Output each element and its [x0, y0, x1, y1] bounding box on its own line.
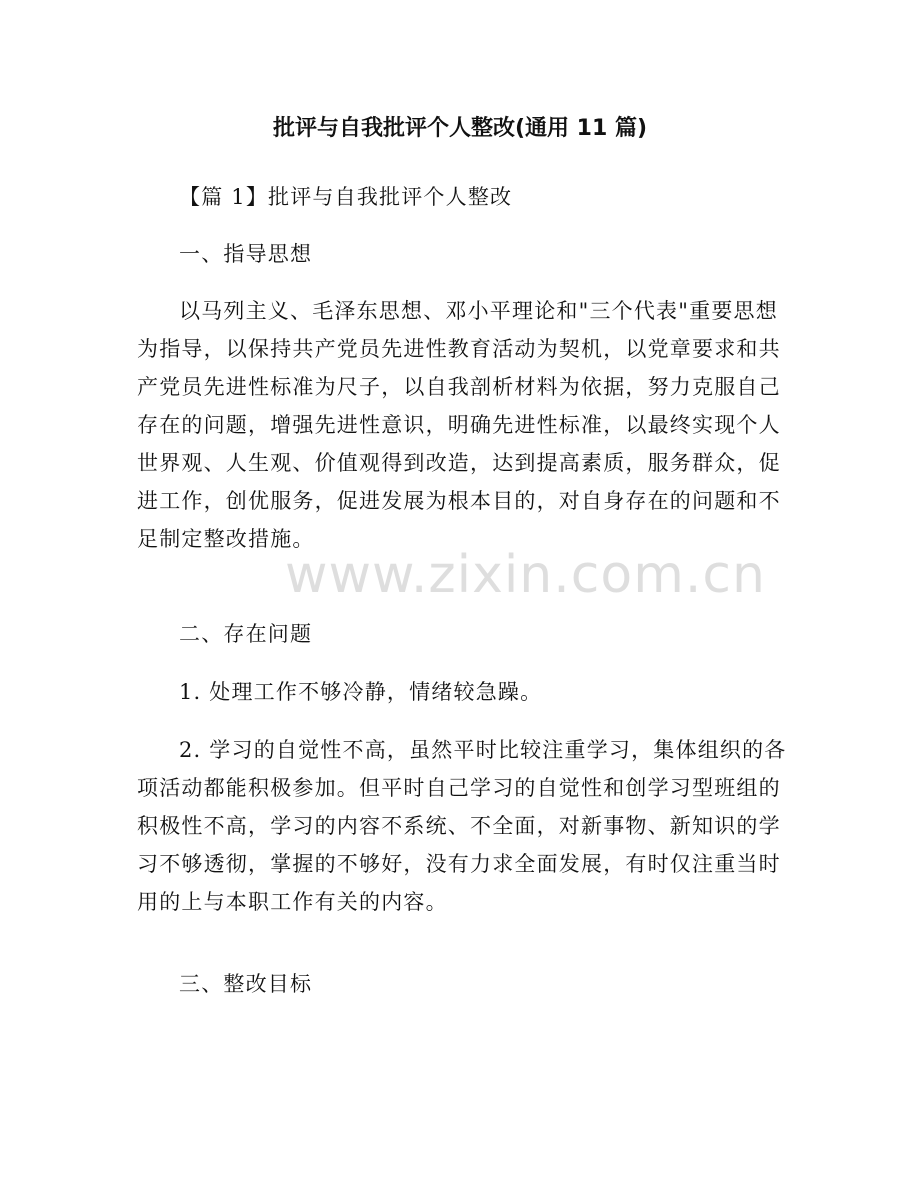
- section-heading-article-1: 【篇 1】批评与自我批评个人整改: [179, 185, 513, 209]
- section-heading-existing-problems: 二、存在问题: [179, 622, 313, 646]
- watermark: www.zixin.com.cn: [285, 545, 766, 605]
- section-heading-rectification-goals: 三、整改目标: [179, 972, 313, 996]
- document-title: 批评与自我批评个人整改(通用 11 篇): [272, 116, 648, 141]
- problem-item-2: 2. 学习的自觉性不高，虽然平时比较注重学习，集体组织的各项活动都能积极参加。但平时自己学习的自觉性和创学习型班组的积极性不高，学习的内容不系统、不全面，对新事物、新知识的学习不够透彻，掌握的不够好，没有力求全面发展，有时仅注重当时用的上与本职工作有关的内容。: [137, 738, 787, 914]
- problem-item-1: 1. 处理工作不够冷静，情绪较急躁。: [179, 680, 543, 704]
- paragraph-guiding-ideology: 以马列主义、毛泽东思想、邓小平理论和"三个代表"重要思想为指导，以保持共产党员先进性教育活动为契机，以党章要求和共产党员先进性标准为尺子，以自我剖析材料为依据，努力克服自己存在的问题，增强先进性意识，明确先进性标准，以最终实现个人世界观、人生观、价值观得到改造，达到提高素质，服务群众，促进工作，创优服务，促进发展为根本目的，对自身存在的问题和不足制定整改措施。: [137, 299, 781, 551]
- section-heading-guiding-ideology: 一、指导思想: [179, 242, 313, 266]
